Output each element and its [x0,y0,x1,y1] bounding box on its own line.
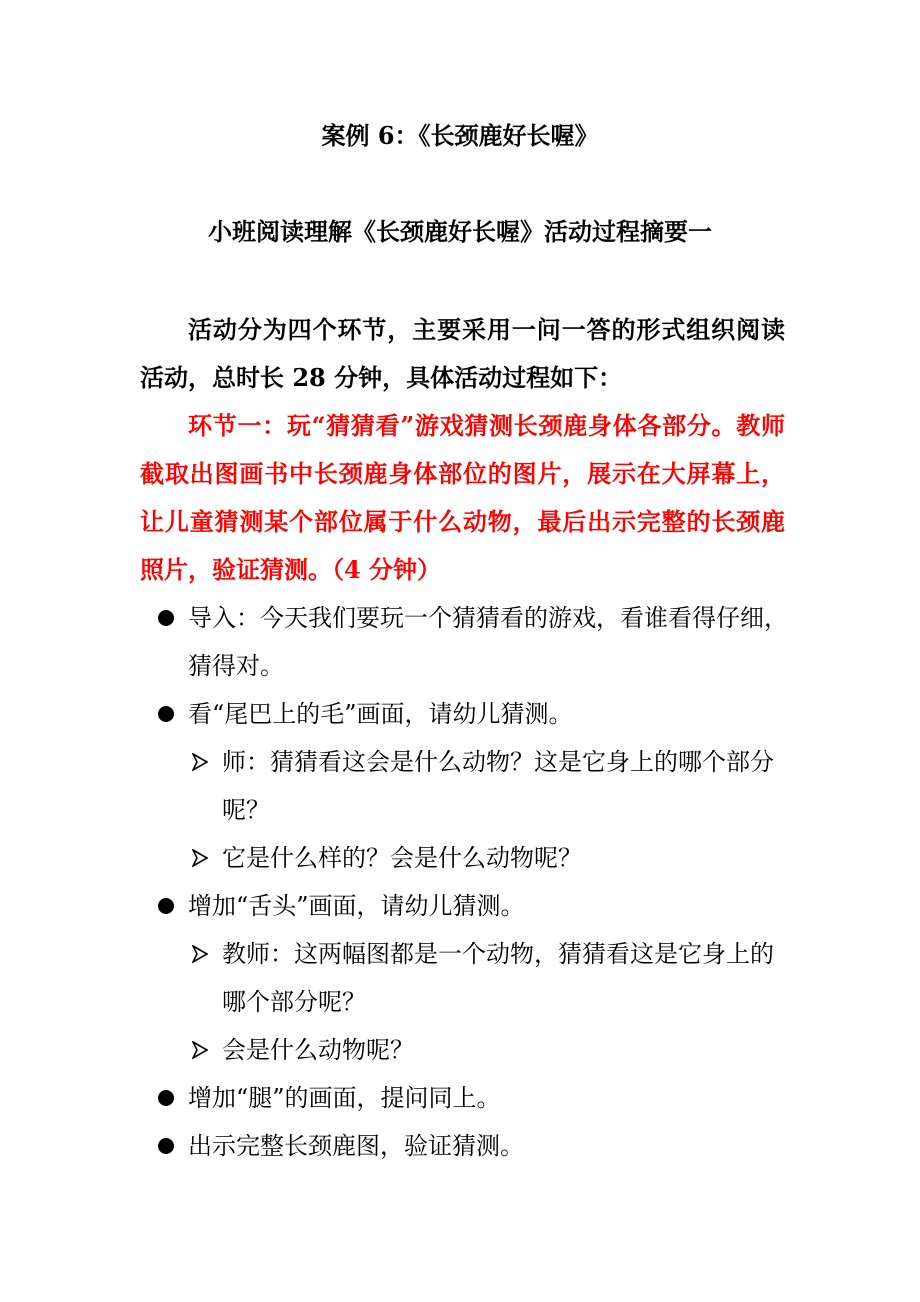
list-item [0,594,788,690]
bullet-dot-icon [154,1074,178,1122]
list-item [0,882,788,930]
sub-list-item [0,1026,787,1074]
sub-list-item-text: 教师：这两幅图都是一个动物，猜猜看这是它身上的哪个部分呢？ [222,940,774,1016]
arrowhead-bullet-icon [188,930,212,978]
bullet-dot-icon [154,594,178,642]
sub-list-item [0,738,787,834]
list-item-text: 增加“舌头”画面，请幼儿猜测。 [188,892,525,920]
sub-list-item-text: 师：猜猜看这会是什么动物？这是它身上的哪个部分呢？ [222,748,774,824]
sub-list-item [0,930,787,1026]
list-item-text: 导入：今天我们要玩一个猜猜看的游戏，看谁看得仔细，猜得对。 [188,604,788,680]
activity-subtitle: 小班阅读理解《长颈鹿好长喔》活动过程摘要一 [208,217,712,246]
list-item [0,690,788,738]
bullet-dot-icon [154,690,178,738]
arrowhead-bullet-icon [188,738,212,786]
arrowhead-bullet-icon [188,834,212,882]
list-item-text: 看“尾巴上的毛”画面，请幼儿猜测。 [188,700,573,728]
bullet-dot-icon [154,882,178,930]
bullet-dot-icon [154,1122,178,1170]
sub-list-item-text: 会是什么动物呢？ [222,1036,414,1064]
sub-list-item-text: 它是什么样的？会是什么动物呢？ [222,844,582,872]
list-item-text: 增加“腿”的画面，提问同上。 [188,1084,501,1112]
case-title: 案例 6：《长颈鹿好长喔》 [321,121,599,150]
arrowhead-bullet-icon [188,1026,212,1074]
list-item [0,1074,788,1122]
activity-steps-list [0,594,920,1170]
list-item [0,1122,788,1170]
sub-list-item [0,834,787,882]
section-one-paragraph: 环节一：玩“猜猜看”游戏猜测长颈鹿身体各部分。教师截取出图画书中长颈鹿身体部位的图片，展示在大屏幕上，让儿童猜测某个部位属于什么动物，最后出示完整的长颈鹿照片，验证猜测。（4 分钟） [140,411,785,584]
list-item-text: 出示完整长颈鹿图，验证猜测。 [188,1132,524,1160]
intro-paragraph: 活动分为四个环节，主要采用一问一答的形式组织阅读活动，总时长 28 分钟，具体活动过程如下： [140,315,785,392]
